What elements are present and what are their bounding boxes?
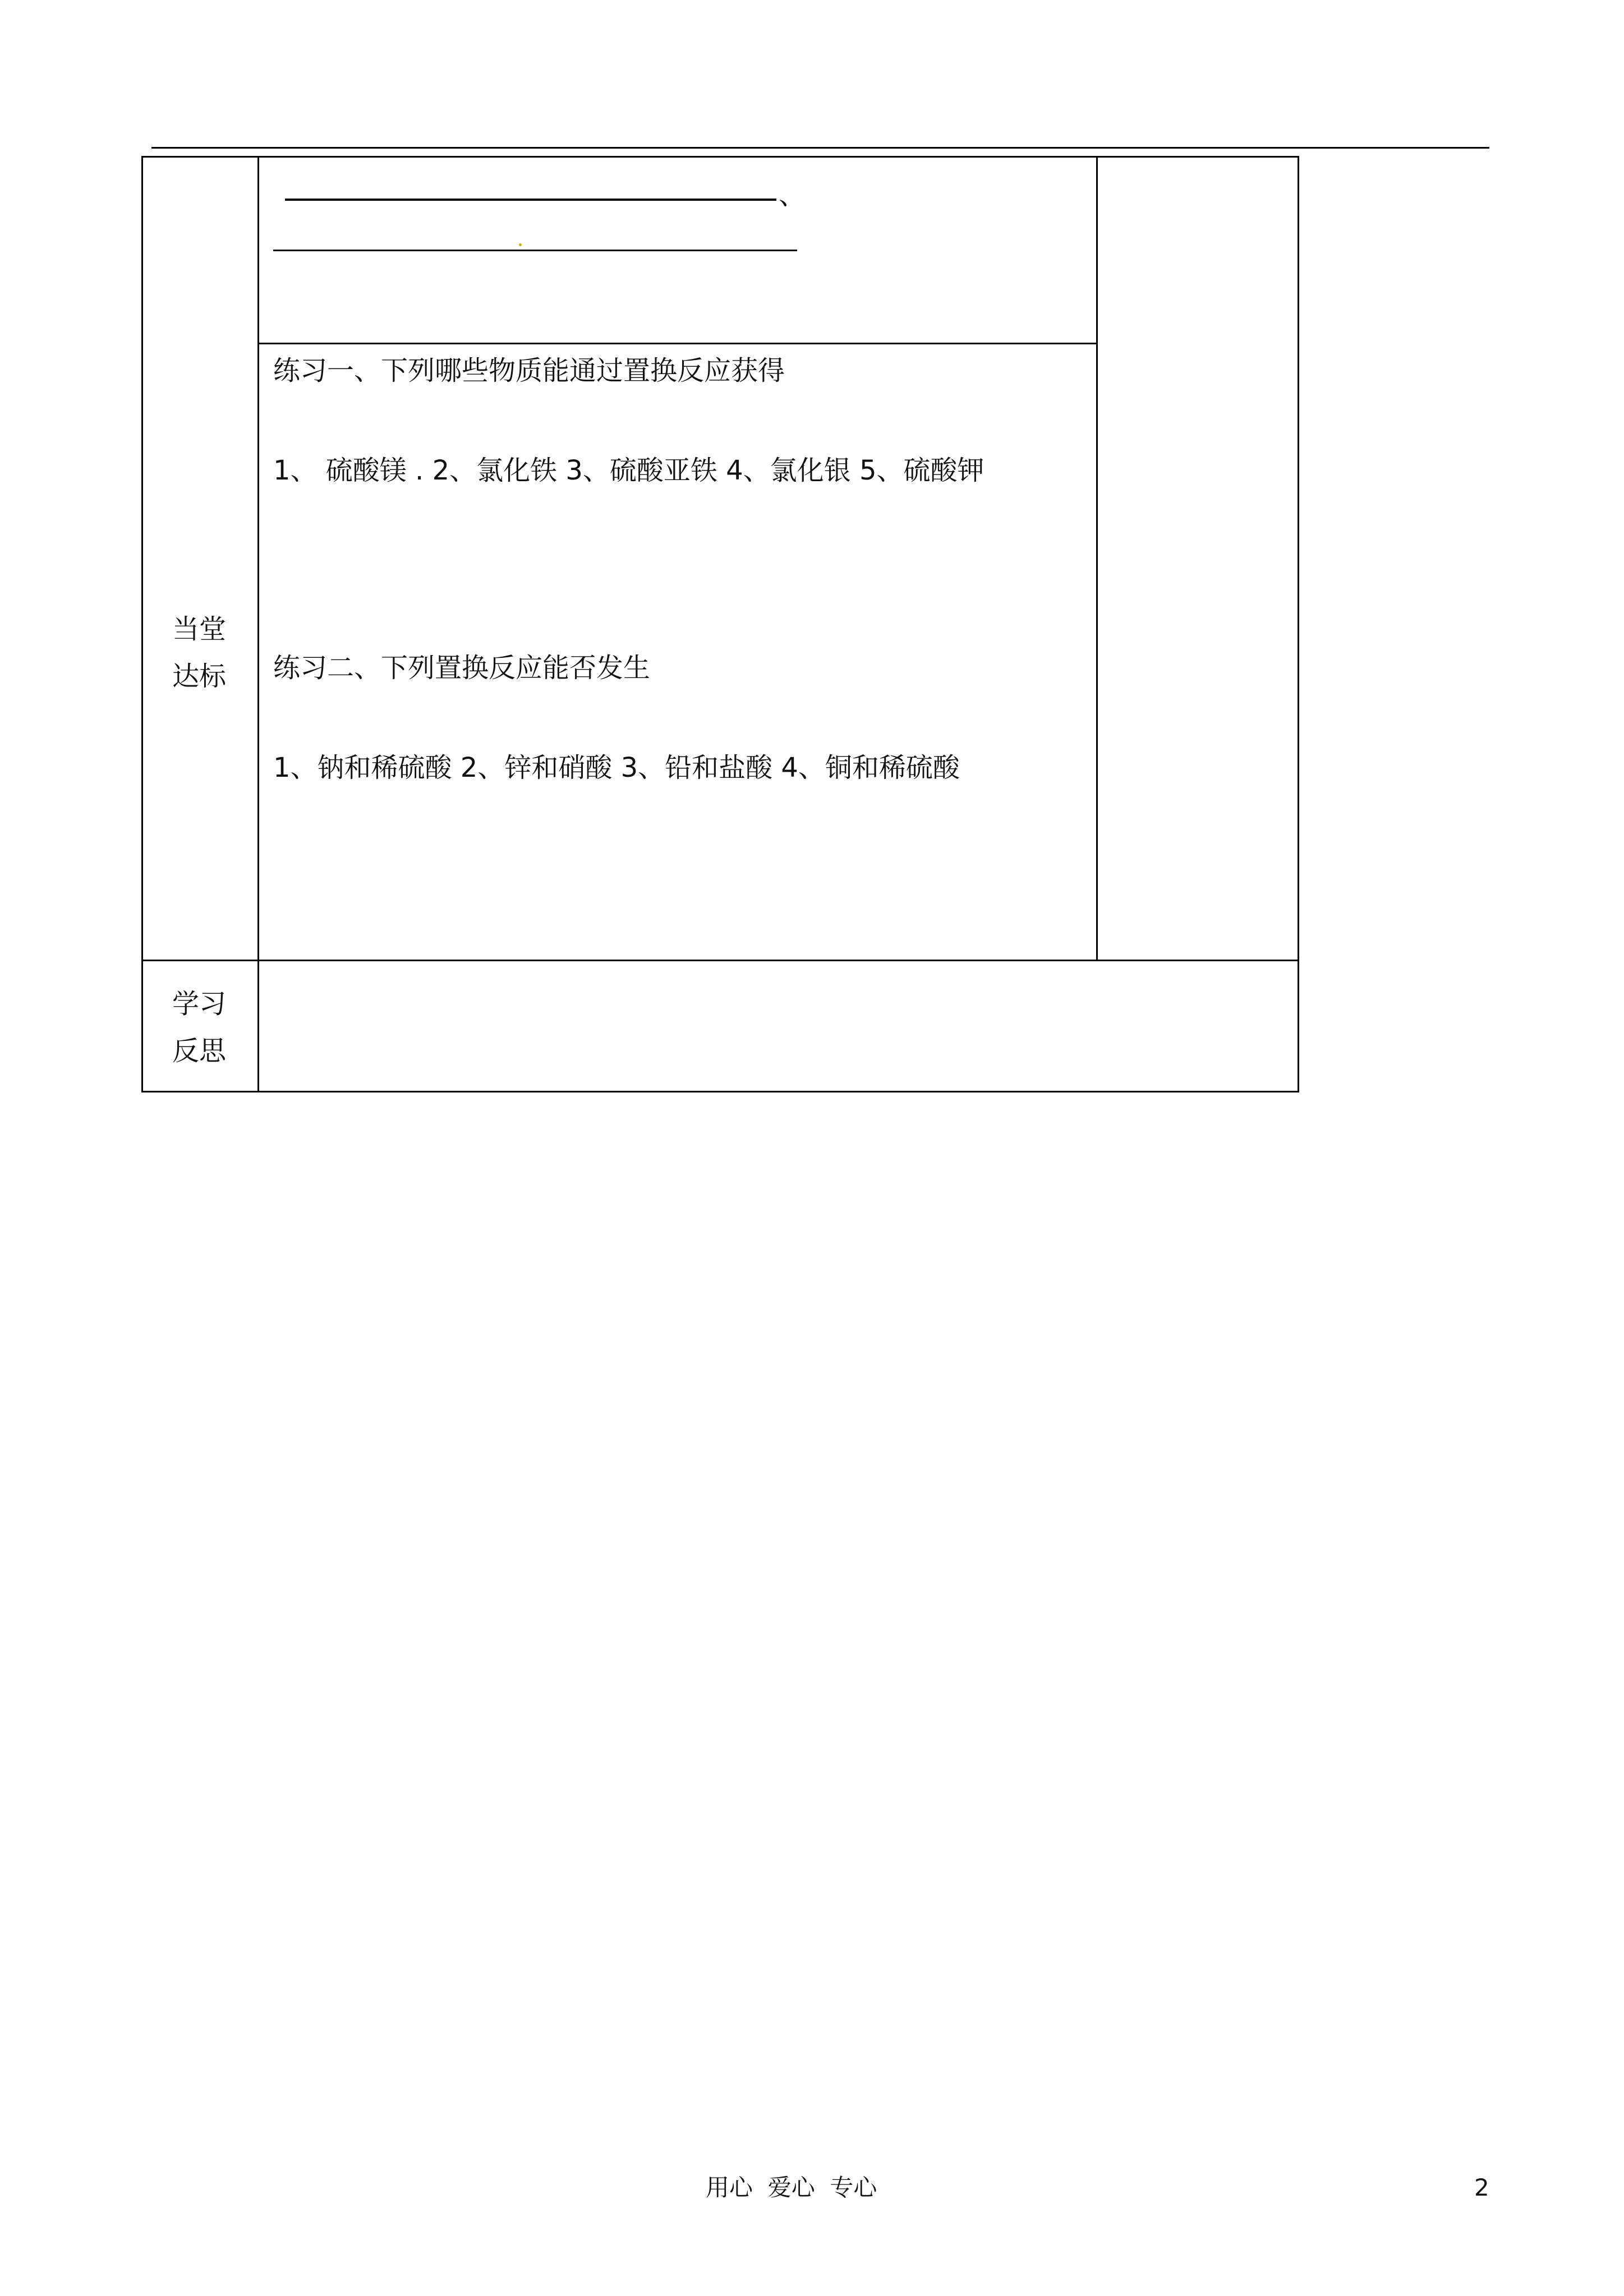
practice-row-label — [143, 606, 257, 700]
practice-label-line-1: 当堂 — [172, 614, 226, 645]
answer-blank-line-1 — [285, 199, 776, 201]
table-border-bottom — [141, 1091, 1299, 1092]
answer-blank-line-2 — [273, 250, 797, 251]
answer-blank-separator: 、 — [779, 179, 806, 211]
table-divider-reflection — [141, 960, 1299, 961]
exercise-1-items: 1、 硫酸镁 . 2、氯化铁 3、硫酸亚铁 4、氯化银 5、硫酸钾 — [273, 455, 984, 486]
practice-label-line-2: 达标 — [172, 661, 226, 692]
page-number: 2 — [1474, 2174, 1489, 2201]
footer-center-text: 用心 爱心 专心 — [706, 2174, 877, 2201]
header-rule — [151, 147, 1489, 149]
table-divider-notes-column — [1096, 156, 1098, 961]
reflection-label-line-1: 学习 — [172, 988, 226, 1020]
table-divider-content-top — [257, 343, 1098, 344]
marker-dot — [519, 243, 522, 246]
table-border-top — [141, 156, 1299, 158]
table-border-right — [1298, 156, 1299, 1092]
reflection-label-line-2: 反思 — [172, 1035, 226, 1067]
exercise-1-prompt: 练习一、下列哪些物质能通过置换反应获得 — [273, 355, 785, 386]
reflection-row-label — [143, 980, 257, 1075]
exercise-2-items: 1、钠和稀硫酸 2、锌和硝酸 3、铅和盐酸 4、铜和稀硫酸 — [273, 752, 960, 783]
exercise-2-prompt: 练习二、下列置换反应能否发生 — [273, 652, 651, 684]
table-divider-label-column — [257, 156, 259, 1092]
